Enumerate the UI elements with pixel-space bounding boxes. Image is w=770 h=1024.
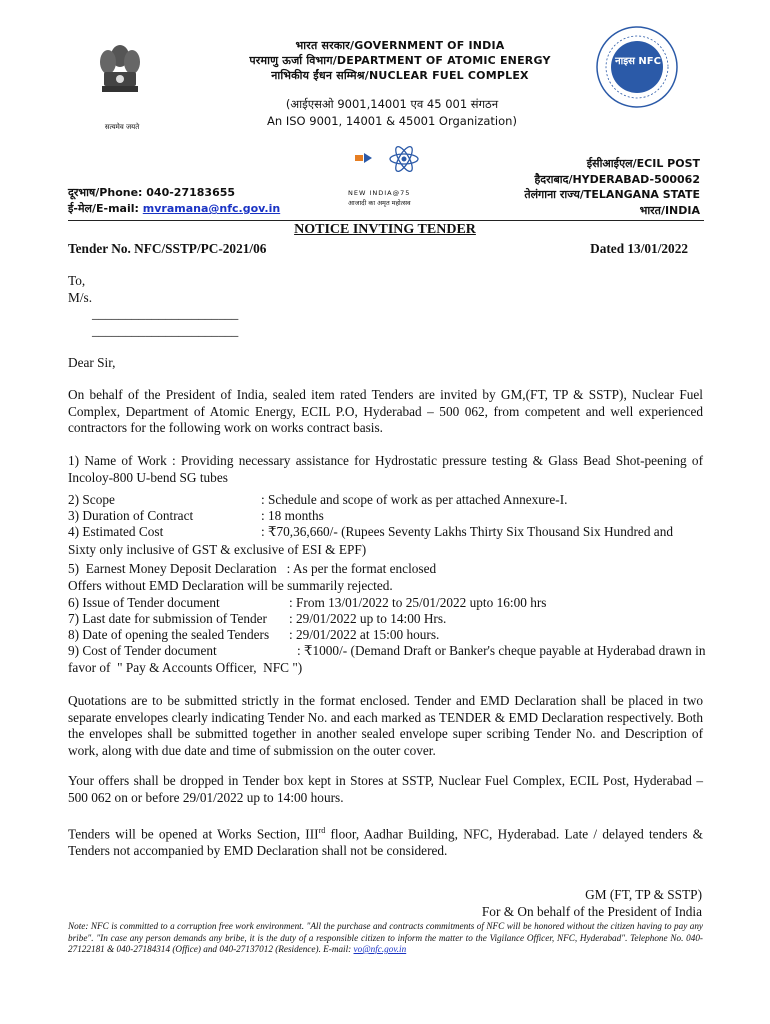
email-link[interactable]: mvramana@nfc.gov.in: [142, 202, 281, 215]
item-label: 2) Scope: [68, 492, 115, 507]
intro-paragraph: On behalf of the President of India, sealed item rated Tenders are invited by GM,(FT, TP & SSTP), Nuclear Fuel Complex, Department of Atomic Energy, ECIL P.O, Hyderabad – 500 062, from competent and well experienced contractors for the following work on works contract basis.: [68, 387, 703, 435]
nfc-line: नाभिकीय ईंधन सम्मिश्र/NUCLEAR FUEL COMPLEX: [271, 69, 529, 82]
item-label: 8) Date of opening the sealed Tenders: [68, 627, 270, 642]
nfc-logo-text: नाइस NFC: [615, 56, 661, 67]
ms-line: M/s.: [68, 290, 93, 305]
to-line: To,: [68, 273, 86, 288]
tender-date: Dated 13/01/2022: [590, 241, 688, 256]
blank-line-2: ______________________: [92, 323, 239, 338]
vigilance-email-link[interactable]: vo@nfc.gov.in: [353, 944, 407, 954]
item-label: 4) Estimated Cost: [68, 524, 164, 539]
address-block: [524, 156, 700, 218]
email-line: [68, 201, 280, 216]
item-label: 9) Cost of Tender document: [68, 643, 217, 658]
item-value: : Schedule and scope of work as per attached Annexure-I.: [261, 492, 568, 507]
item-emd: 5) Earnest Money Deposit Declaration : As per the format enclosed: [68, 561, 437, 576]
dept-line: परमाणु ऊर्जा विभाग/DEPARTMENT OF ATOMIC ENERGY: [249, 54, 551, 67]
address-line1: ईसीआईएल/ECIL POST: [586, 157, 700, 170]
favor-line: favor of " Pay & Accounts Officer, NFC "): [68, 660, 303, 675]
footer-note: [68, 921, 703, 956]
dae-caption-2: आजादी का अमृत महोत्सव: [348, 199, 411, 207]
item-label: 7) Last date for submission of Tender: [68, 611, 267, 626]
address-line4: भारत/INDIA: [639, 203, 700, 217]
address-line3: तेलंगाना राज्य/TELANGANA STATE: [524, 188, 700, 201]
email-label: ई-मेल/E-mail:: [68, 202, 143, 215]
header-divider: [68, 220, 704, 221]
opening-text-sup: rd: [318, 826, 326, 835]
dae-caption-1: NEW INDIA@75: [348, 189, 411, 197]
item-value: : 29/01/2022 up to 14:00 Hrs.: [289, 611, 447, 626]
item-name-of-work: 1) Name of Work : Providing necessary assistance for Hydrostatic pressure testing & Glass Bead Shot-peening of Incoloy-800 U-bend SG tubes: [68, 453, 703, 485]
gov-line: भारत सरकार/GOVERNMENT OF INDIA: [295, 39, 505, 52]
opening-text-a: Tenders will be opened at Works Section, III: [68, 826, 319, 842]
address-line2: हैदराबाद/HYDERABAD-500062: [534, 172, 700, 186]
signature-behalf: For & On behalf of the President of India: [481, 904, 702, 919]
dae-atom-icon: [352, 141, 422, 181]
emd-note: Offers without EMD Declaration will be summarily rejected.: [68, 578, 393, 593]
tender-number: Tender No. NFC/SSTP/PC-2021/06: [68, 241, 267, 256]
opening-text-b: floor, Aadhar Building, NFC, Hyderabad. Late / delayed tenders & Tenders not accompanied by EMD Declaration shall not be considered.: [68, 826, 703, 858]
phone: दूरभाष/Phone: 040-27183655: [68, 186, 236, 199]
signature-title: GM (FT, TP & SSTP): [585, 887, 702, 902]
salutation: Dear Sir,: [68, 355, 116, 370]
item-value: : ₹1000/- (Demand Draft or Banker's cheque payable at Hyderabad drawn in: [297, 643, 706, 658]
item-value: : 18 months: [261, 508, 324, 523]
item-value: : ₹70,36,660/- (Rupees Seventy Lakhs Thirty Six Thousand Six Hundred and: [261, 524, 674, 539]
cost-continued: Sixty only inclusive of GST & exclusive of ESI & EPF): [68, 542, 367, 557]
quotation-paragraph: Quotations are to be submitted strictly in the format enclosed. Tender and EMD Declaration shall be placed in two separate envelopes clearly indicating Tender No. and each marked as TENDER & EMD Declaration respectively. Both the envelopes shall be submitted together in another sealed envelope super scribing Tender No. and Description of work, along with due date and time of submission on the outer cover.: [68, 693, 703, 758]
blank-line-1: ______________________: [92, 306, 239, 321]
emblem-caption: सत्यमेव जयते: [104, 123, 140, 131]
item-value: : 29/01/2022 at 15:00 hours.: [289, 627, 440, 642]
footer-note-text: Note: NFC is committed to a corruption free work environment. "All the purchase and contracts commitments of NFC will be honored without the citizen having to pay any bribe". "In case any person demands any bribe, it is the duty of a responsible citizen to inform the matter to the Vigilance Officer, NFC, Hyderabad". Telephone No. 040-27122181 & 040-27184314 (Office) and 040-27137012 (Residence). E-mail:: [68, 921, 703, 954]
item-label: 6) Issue of Tender document: [68, 595, 220, 610]
item-value: : From 13/01/2022 to 25/01/2022 upto 16:00 hrs: [289, 595, 547, 610]
item-label: 3) Duration of Contract: [68, 508, 194, 523]
iso-hindi: (आईएसओ 9001,14001 एव 45 001 संगठन: [285, 97, 499, 111]
opening-paragraph: [68, 823, 703, 859]
notice-title: NOTICE INVTING TENDER: [294, 222, 476, 237]
submission-paragraph: Your offers shall be dropped in Tender box kept in Stores at SSTP, Nuclear Fuel Complex, ECIL Post, Hyderabad – 500 062 on or before 29/01/2022 up to 14:00 hours.: [68, 773, 703, 805]
iso-english: An ISO 9001, 14001 & 45001 Organization): [267, 114, 517, 128]
